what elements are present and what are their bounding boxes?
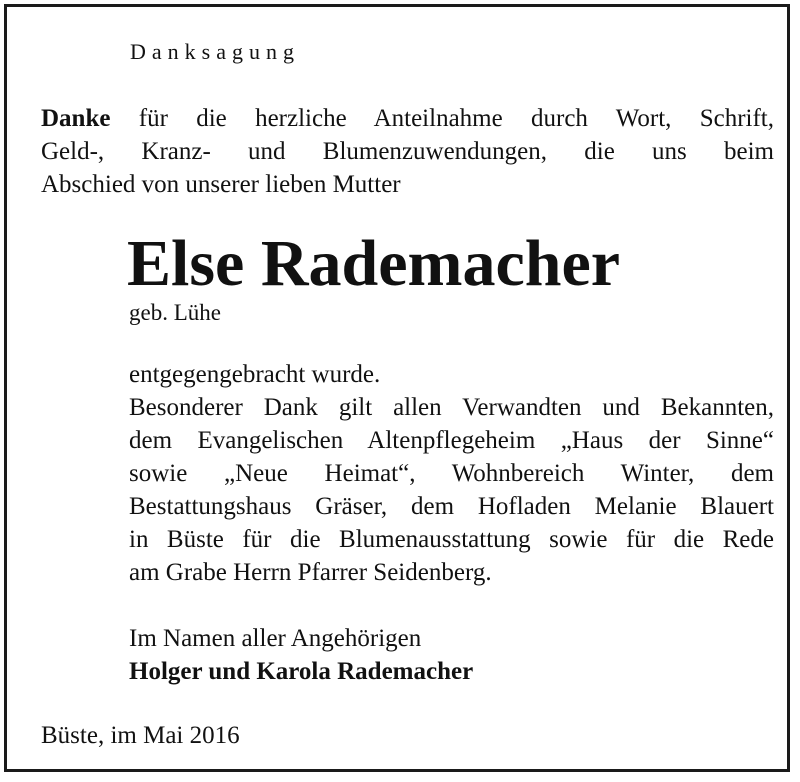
thanks-line: in Büste für die Blumenausstattung sowie für die Rede: [129, 526, 774, 553]
thanks-line: dem Evangelischen Altenpflegeheim „Haus der Sinne“: [129, 427, 774, 454]
signoff-text: Im Namen aller Angehörigen: [129, 625, 422, 652]
notice-heading: Danksagung: [130, 39, 300, 64]
obituary-notice: [4, 4, 790, 772]
maiden-name: geb. Lühe: [129, 300, 221, 325]
thanks-line: sowie „Neue Heimat“, Wohnbereich Winter, dem: [129, 460, 774, 487]
thanks-line: am Grabe Herrn Pfarrer Seidenberg.: [129, 559, 492, 586]
intro-lead-bold: Danke: [41, 105, 111, 132]
intro-line-1: [41, 102, 774, 135]
signers-names: Holger und Karola Rademacher: [129, 658, 474, 685]
thanks-line: Besonderer Dank gilt allen Verwandten und Bekannten,: [129, 394, 774, 421]
thanks-line: Bestattungshaus Gräser, dem Hofladen Melanie Blauert: [129, 493, 774, 520]
intro-paragraph: [41, 102, 774, 201]
deceased-name: Else Rademacher: [127, 227, 621, 300]
intro-line-1-text: für die herzliche Anteilnahme durch Wort, Schrift,: [110, 105, 774, 132]
thanks-paragraph: [129, 358, 774, 589]
place-and-date: Büste, im Mai 2016: [41, 722, 240, 749]
intro-line-3: Abschied von unserer lieben Mutter: [41, 171, 401, 198]
thanks-line: entgegengebracht wurde.: [129, 361, 381, 388]
intro-line-2: Geld-, Kranz- und Blumenzuwendungen, die uns beim: [41, 138, 774, 165]
